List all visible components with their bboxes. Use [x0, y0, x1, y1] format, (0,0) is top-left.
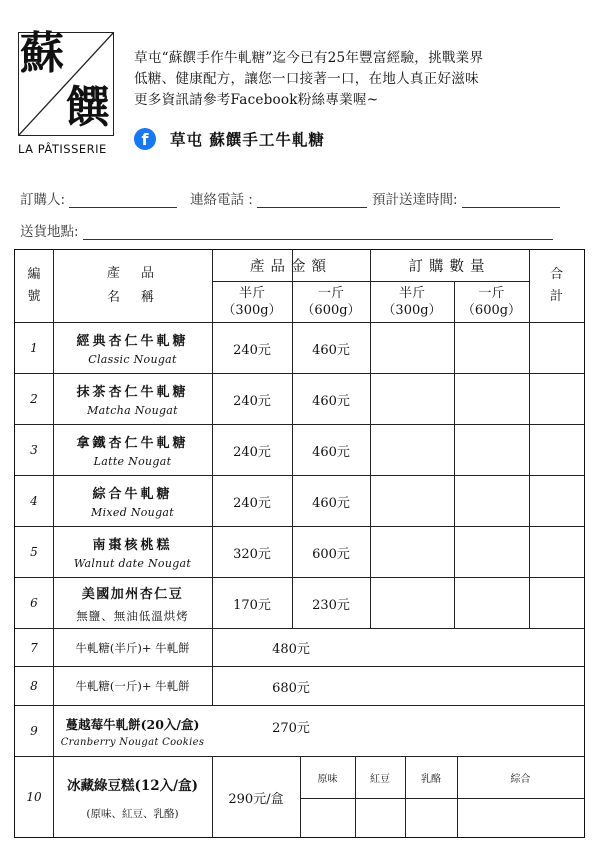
address-label: 送貨地點:: [20, 224, 79, 240]
product-name: 綜合牛軋糖: [92, 487, 173, 502]
price-one: 460元: [312, 444, 350, 460]
row-number: 10: [26, 790, 42, 804]
row-number: 4: [30, 494, 38, 508]
product-name-cell: [53, 527, 212, 577]
product-name-en: Cranberry Nougat Cookies: [60, 736, 205, 748]
header-one-label: 一斤: [317, 286, 344, 301]
header-one-label: 一斤: [478, 286, 505, 301]
header-half-weight: （300g）: [222, 303, 282, 318]
row-number: 2: [30, 392, 38, 406]
phone-input-line[interactable]: [257, 194, 367, 208]
product-name-en: Matcha Nougat: [87, 404, 178, 417]
price-half: 240元: [233, 393, 271, 409]
order-table: [14, 249, 585, 838]
facebook-link[interactable]: [134, 128, 325, 150]
product-name-cell: [53, 323, 212, 373]
flavor-label: 綜合: [510, 774, 531, 785]
header-price: 產品金額: [250, 259, 332, 275]
product-name-cell: [53, 476, 212, 526]
facebook-page-name: 草屯 蘇饌手工牛軋糖: [170, 131, 325, 149]
product-name-note: 無鹽、無油低溫烘烤: [76, 608, 189, 623]
box-price: 290元/盒: [228, 791, 284, 807]
product-name: 蔓越莓牛軋餅(20入/盒): [65, 716, 200, 732]
buyer-field[interactable]: [20, 188, 177, 208]
logo-char-su: 蘇: [20, 28, 64, 79]
product-name-cell: [53, 706, 212, 756]
header-number: 編 號: [27, 267, 41, 304]
product-name-en: Latte Nougat: [93, 455, 172, 468]
product-name: 美國加州杏仁豆: [81, 586, 184, 602]
combo-price: 680元: [272, 680, 310, 696]
header-total: 合 計: [549, 267, 563, 304]
price-one: 600元: [312, 546, 350, 562]
flavor-label: 紅豆: [370, 774, 390, 785]
header-price-one: [292, 282, 370, 322]
price-one: 460元: [312, 342, 350, 358]
product-name-en: Classic Nougat: [88, 353, 177, 366]
header-quantity: 訂購數量: [408, 259, 491, 275]
flavor-label: 乳酪: [421, 774, 441, 785]
combo-name: 牛軋糖(半斤)+ 牛軋餅: [75, 640, 190, 655]
header-one-weight: （600g）: [301, 303, 361, 318]
price-one: 230元: [312, 597, 350, 613]
header-qty-one: [454, 282, 529, 322]
product-name: 拿鐵杏仁牛軋糖: [76, 436, 189, 451]
row-number: 8: [30, 679, 38, 693]
price-half: 240元: [233, 342, 271, 358]
price-one: 460元: [312, 495, 350, 511]
price-half: 170元: [233, 597, 271, 613]
flavor-label: 原味: [317, 774, 338, 785]
header-one-weight: （600g）: [461, 303, 522, 318]
buyer-input-line[interactable]: [69, 194, 177, 208]
price-half: 240元: [233, 444, 271, 460]
header-half-weight: （300g）: [382, 303, 442, 318]
header-half-label: 半斤: [238, 286, 265, 301]
product-name-en: Walnut date Nougat: [73, 557, 192, 570]
product-name: 南棗核桃糕: [92, 538, 173, 553]
combo-name: 牛軋糖(一斤)+ 牛軋餅: [75, 679, 190, 693]
delivery-time-field[interactable]: [372, 188, 560, 208]
product-name-note: (原味、紅豆、乳酪): [86, 807, 179, 820]
address-input-line[interactable]: [83, 226, 553, 240]
intro-line: 草屯“蘇饌手作牛軋糖”迄今已有25年豐富經驗，挑戰業界: [134, 50, 484, 66]
phone-field[interactable]: [190, 188, 367, 208]
header-product-name: [53, 250, 212, 322]
row-number: 1: [30, 341, 38, 355]
facebook-icon: f: [134, 128, 156, 150]
phone-label: 連絡電話 :: [190, 192, 253, 208]
price-half: 240元: [233, 495, 271, 511]
combo-price: 480元: [272, 642, 310, 657]
delivery-time-input-line[interactable]: [462, 194, 560, 208]
brand-logo: [14, 28, 120, 154]
intro-line: 更多資訊請參考Facebook粉絲專業喔~: [134, 92, 379, 108]
product-name-en: Mixed Nougat: [91, 506, 174, 519]
product-name: 抹茶杏仁牛軋糖: [76, 385, 189, 400]
row-number: 9: [30, 724, 38, 738]
address-field[interactable]: [20, 220, 553, 240]
product-name: 經典杏仁牛軋糖: [76, 334, 189, 349]
header-price-half: [212, 282, 292, 322]
row-number: 6: [30, 596, 38, 610]
header-product-name-2: 名 稱: [106, 290, 158, 305]
row-number: 3: [30, 443, 38, 457]
product-name-cell: [53, 578, 212, 628]
product-name-cell: [53, 374, 212, 424]
combo-price: 270元: [272, 720, 310, 736]
price-half: 320元: [233, 546, 271, 562]
intro-line: 低糖、健康配方，讓您一口接著一口，在地人真正好滋味: [134, 71, 479, 87]
header-product-name-1: 產 品: [106, 266, 158, 281]
delivery-time-label: 預計送達時間:: [372, 192, 458, 208]
logo-char-zhuan: 饌: [66, 82, 110, 133]
intro-text: [134, 48, 588, 111]
product-name-cell: [53, 757, 212, 837]
row-number: 5: [30, 545, 38, 559]
header-qty-half: [370, 282, 454, 322]
product-name-cell: [53, 425, 212, 475]
product-name: 冰藏綠豆糕(12入/盒): [67, 777, 198, 794]
row-number: 7: [30, 640, 38, 655]
header-half-label: 半斤: [398, 286, 425, 301]
buyer-label: 訂購人:: [20, 192, 66, 208]
price-one: 460元: [312, 393, 350, 409]
logo-subtitle: LA PÂTISSERIE: [18, 142, 107, 156]
